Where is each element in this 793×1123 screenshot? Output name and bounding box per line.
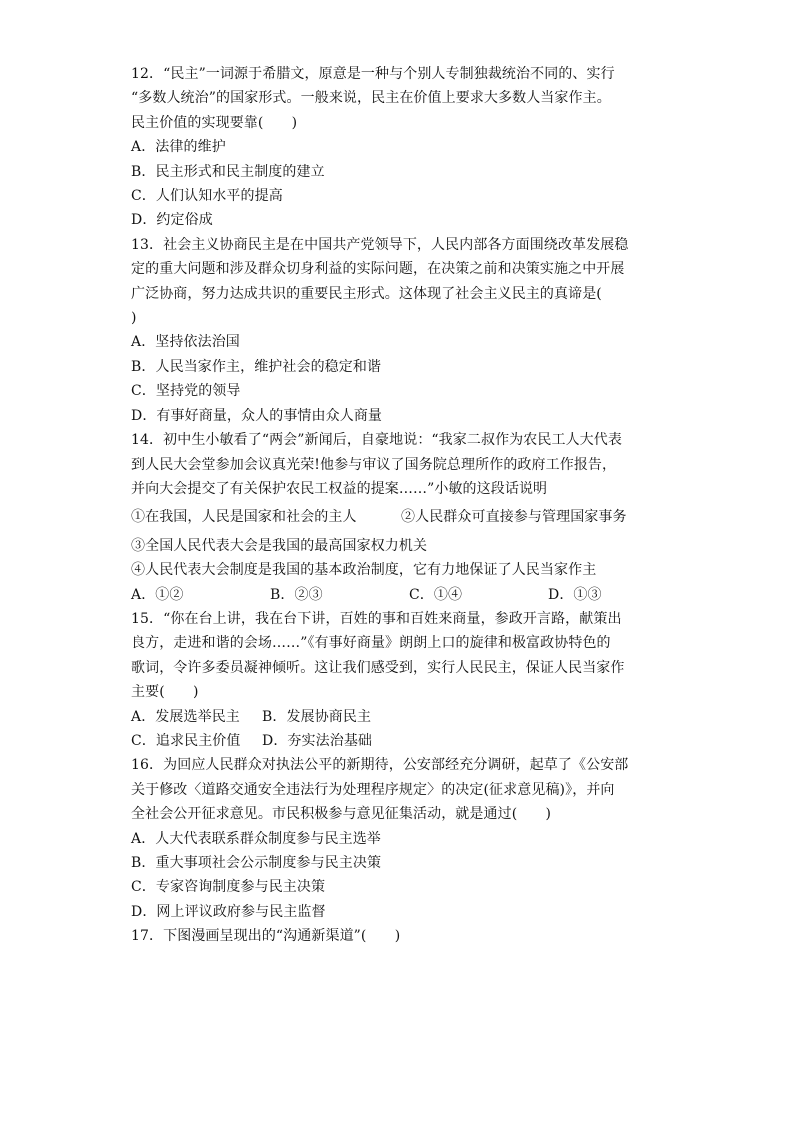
question-stem-line: 并向大会提交了有关保护农民工权益的提案……”小敏的这段话说明 [131,480,548,497]
option-b: B．发展协商民主 [262,708,372,725]
option-c: C．专家咨询制度参与民主决策 [131,879,326,896]
option-d: D．有事好商量，众人的事情由众人商量 [131,407,383,424]
option-b: B．重大事项社会公示制度参与民主决策 [131,855,382,871]
question-16 [131,753,676,924]
question-stem-line: 16．为回应人民群众对执法公平的新期待，公安部经充分调研，起草了《公安部 [131,757,629,774]
question-stem-line: 14．初中生小敏看了“两会”新闻后，自豪地说：“我家二叔作为农民工人大代表 [131,432,622,449]
question-stem-line: “多数人统治”的国家形式。一般来说，民主在价值上要求大多数人当家作主。 [131,90,611,107]
option-d: D．夯实法治基础 [262,732,373,749]
question-stem-line: 13．社会主义协商民主是在中国共产党领导下，人民内部各方面围绕改革发展稳 [131,236,629,253]
option-b: B．②③ [270,586,323,603]
option-d: D．①③ [548,586,602,603]
question-stem-line: 17．下图漫画呈现出的“沟通新渠道”( ) [131,928,401,945]
statement-2: ②人民群众可直接参与管理国家事务 [401,509,627,526]
option-row [131,705,676,729]
option-row [131,729,676,753]
question-stem-line: 15．“你在台上讲，我在台下讲，百姓的事和百姓来商量，参政开言路，献策出 [131,610,622,627]
statement-row [131,505,676,529]
option-c: C．人们认知水平的提高 [131,188,283,205]
question-stem-line: 关于修改〈道路交通安全违法行为处理程序规定〉的决定(征求意见稿)》，并向 [131,781,615,798]
question-stem-line: 主要( ) [131,684,199,701]
question-stem-line: 全社会公开征求意见。市民积极参与意见征集活动，就是通过( ) [131,806,552,823]
question-17 [131,924,676,948]
option-b: B．民主形式和民主制度的建立 [131,163,325,180]
question-stem-line: 定的重大问题和涉及群众切身利益的实际问题，在决策之前和决策实施之中开展 [131,261,625,278]
question-13 [131,233,676,428]
option-c: C．①④ [409,586,463,603]
question-stem-line: 民主价值的实现要靠( ) [131,114,298,131]
option-d: D．约定俗成 [131,212,213,229]
question-stem-line: 广泛协商，努力达成共识的重要民主形式。这体现了社会主义民主的真谛是( [131,285,602,302]
option-b: B．人民当家作主，维护社会的稳定和谐 [131,358,382,375]
question-12 [131,62,676,233]
statement-1: ①在我国，人民是国家和社会的主人 [131,509,357,526]
question-stem-line: 到人民大会堂参加会议真光荣!他参与审议了国务院总理所作的政府工作报告， [131,456,617,473]
statement-4: ④人民代表大会制度是我国的基本政治制度，它有力地保证了人民当家作主 [131,562,597,579]
option-a: A．发展选举民主 [131,708,240,725]
option-a: A．坚持依法治国 [131,334,240,351]
question-stem-line: 歌词，令许多委员凝神倾听。这让我们感受到，实行人民民主，保证人民当家作 [131,659,625,676]
option-row [131,583,676,607]
option-a: A．法律的维护 [131,139,226,156]
option-c: C．追求民主价值 [131,732,241,749]
option-d: D．网上评议政府参与民主监督 [131,903,326,920]
option-c: C．坚持党的领导 [131,383,241,400]
question-stem-line: 12．“民主”一词源于希腊文，原意是一种与个别人专制独裁统治不同的、实行 [131,66,615,82]
question-14 [131,428,676,607]
statement-3: ③全国人民代表大会是我国的最高国家权力机关 [131,537,428,554]
question-list [131,62,676,949]
option-a: A．人大代表联系群众制度参与民主选举 [131,830,381,847]
question-15 [131,607,676,753]
option-a: A．①② [131,586,184,603]
question-stem-line: ) [131,310,137,327]
question-stem-line: 良方，走进和谐的会场……”《有事好商量》朗朗上口的旋律和极富政协特色的 [131,635,611,652]
